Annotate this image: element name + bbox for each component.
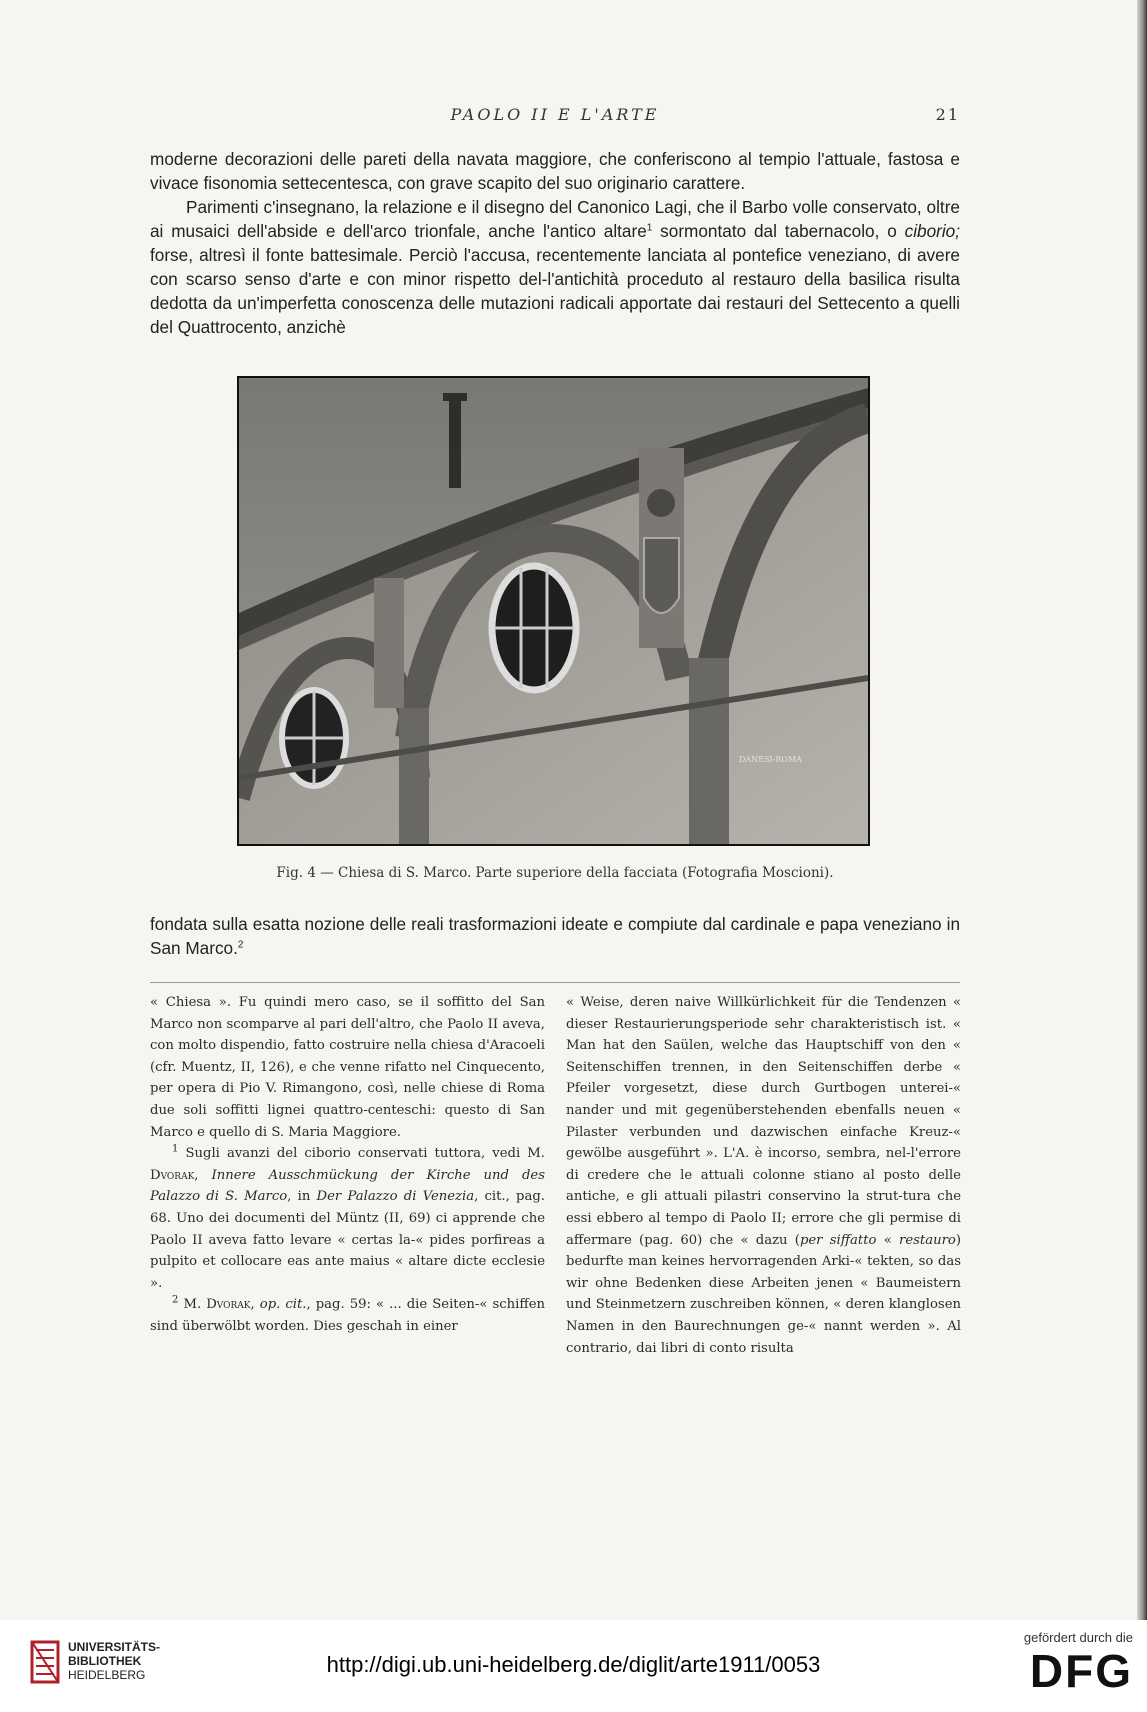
page-header [150, 105, 960, 129]
dfg-logo: DFG [1029, 1645, 1133, 1697]
pillar-left [399, 708, 429, 844]
footnotes-left-column [150, 992, 545, 1338]
footnote-2-continued: « Weise, deren naive Willkürlichkeit für die Tendenzen « dieser Restaurierungsperiode sehr charakteristisch ist. « Man hat den Saülen, welche das Hauptschiff von den « Seitenschiffen trennen, in den Seitenschiffen derbe « Pfeiler vorgesetzt, diese durch Gurtbogen unterei-« nander und mit gegenüberstehenden ebenfalls neuen « Pilaster verbunden und dazwischen einfache Kreuz-« gewölbe ausgeführt ». L'A. è incorso, sembra, nel-l'errore di credere che le attuali colonne stiano al posto delle antiche, e gli attuali pilastri conservino la strut-tura che essi ebbero al tempo di Paolo II; errore che gli permise di affermare (pag. 60) che « dazu (per siffatto « restauro) bedurfte man keines hervorragenden Arki-« tekten, so das wir ohne Bedenken diese Arbeiten jenen « Baumeistern und Steinmetzern zuschreiben können, « deren klanglosen Namen in den Baurechnungen ge-« nannt werden ». Al contrario, dai libri di conto risulta [566, 995, 961, 1356]
running-title: PAOLO II E L'ARTE [450, 105, 660, 124]
figure-caption: Fig. 4 — Chiesa di S. Marco. Parte superiore della facciata (Fotografia Moscioni). [276, 865, 834, 881]
footnote-rule [150, 982, 960, 983]
digitization-footer [0, 1620, 1147, 1712]
paragraph-2: Parimenti c'insegnano, la relazione e il disegno del Canonico Lagi, che il Barbo volle conservato, oltre ai musaici dell'abside e dell'arco trionfale, anche l'antico altare$^1$ sormontato dal tabernacolo, o ciborio; forse, altresì il fonte battesimale. Perciò l'accusa, recentemente lanciata al pontefice veneziano, di avere con scarso senso d'arte e con minor rispetto del-l'antichità proceduto al restauro della basilica risulta dedotta da un'imperfetta conoscenza delle mutazioni radicali apportate dai restauri del Settecento a quelli del Quattrocento, anzichè [150, 197, 961, 337]
page-number: 21 [935, 105, 960, 124]
chimney [449, 398, 461, 488]
body-text-top [150, 147, 960, 339]
footnote-ref-1: 1 [646, 222, 653, 234]
funder-text: gefördert durch die [1023, 1630, 1133, 1645]
photo-credit: DANESI-ROMA [739, 755, 802, 764]
paragraph-3: fondata sulla esatta nozione delle reali trasformazioni ideate e compiute dal cardinale e papa veneziano in San Marco.$^2$ [150, 914, 960, 958]
page-edge-shadow [1137, 0, 1147, 1620]
library-name: UNIVERSITÄTS- BIBLIOTHEK HEIDELBERG [68, 1640, 161, 1682]
footnote-continuation: « Chiesa ». Fu quindi mero caso, se il soffitto del San Marco non scomparve al pari dell'altro, che Paolo II aveva, con molto dispendio, fatto costruire nella chiesa d'Aracoeli (cfr. Muentz, II, 126), e che venne rifatto nel Cinquecento, per opera di Pio V. Rimangono, così, nelle chiese di Roma due soli soffitti lignei quattro-centeschi: questo di San Marco e quello di S. Maria Maggiore. [150, 995, 545, 1140]
footnote-2: $^2$ M. Dvorak, op. cit., pag. 59: « ... die Seiten-« schiffen sind überwölbt worden. Dies geschah in einer [150, 1294, 545, 1334]
permalink-url[interactable]: http://digi.ub.uni-heidelberg.de/diglit/arte1911/0053 [326, 1652, 821, 1677]
funder-block[interactable] [998, 1630, 1133, 1705]
body-text-bottom [150, 912, 960, 960]
paragraph-1: moderne decorazioni delle pareti della navata maggiore, che conferiscono al tempio l'attuale, fastosa e vivace fisonomia settecentesca, con grave scapito del suo originario carattere. [150, 149, 960, 193]
facade-illustration [239, 378, 868, 844]
chimney-cap [443, 393, 467, 401]
figure-facade-photo [237, 376, 870, 846]
pilaster-left [374, 578, 404, 708]
footnote-ref-2: 2 [237, 939, 244, 951]
pillar-right [689, 658, 729, 844]
coat-of-arms-shield [644, 538, 679, 613]
footnotes-right-column [566, 992, 961, 1359]
footnote-1: $^1$ Sugli avanzi del ciborio conservati tuttora, vedi M. Dvorak, Innere Ausschmückung der Kirche und des Palazzo di S. Marco, in Der Palazzo di Venezia, cit., pag. 68. Uno dei documenti del Müntz (II, 69) ci apprende che Paolo II aveva fatto levare « certas la-« pides porfireas a pulpito et collocare eas ante maius « altare dicte ecclesie ». [150, 1143, 545, 1291]
